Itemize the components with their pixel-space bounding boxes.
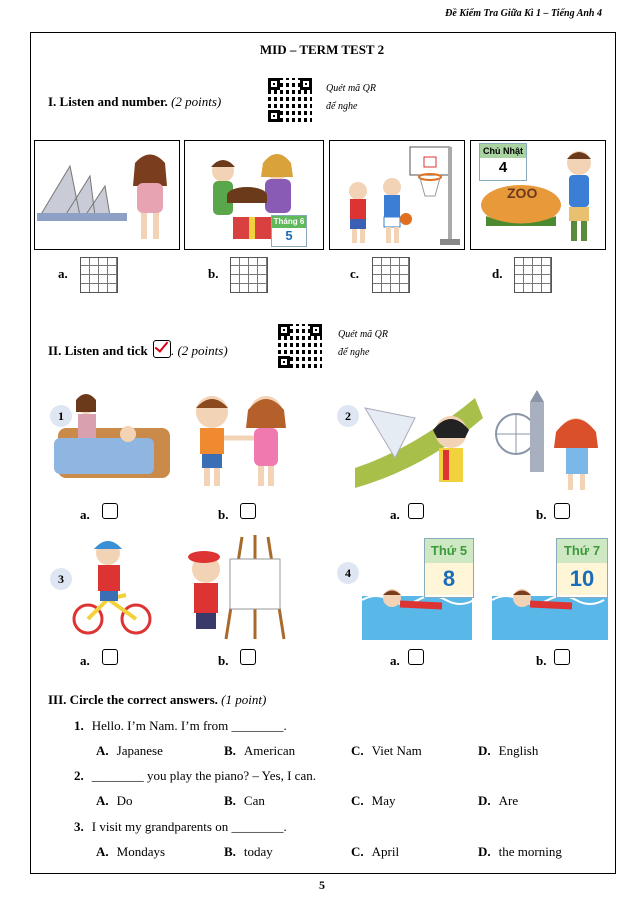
q3-label-b: b. bbox=[218, 653, 229, 668]
q3-1-option-c[interactable]: C. Viet Nam bbox=[351, 743, 422, 758]
answer-grid-c[interactable] bbox=[372, 257, 410, 293]
q4-label-b: b. bbox=[536, 653, 547, 668]
checkmark-icon bbox=[153, 340, 171, 358]
label-a: a. bbox=[58, 266, 68, 281]
q3-2-text: 2. ________ you play the piano? – Yes, I can. bbox=[74, 768, 316, 783]
q3-3-text: 3. I visit my grandparents on ________. bbox=[74, 819, 287, 834]
q4-checkbox-a[interactable] bbox=[408, 649, 424, 665]
q2-label-b: b. bbox=[536, 507, 547, 522]
q3-1-option-d[interactable]: D. English bbox=[478, 743, 539, 758]
q3-2-option-d[interactable]: D. Are bbox=[478, 793, 519, 808]
picture-london-girl bbox=[492, 388, 610, 494]
calendar-june-5: Tháng 6 5 bbox=[271, 215, 307, 247]
q2-checkbox-a[interactable] bbox=[408, 503, 424, 519]
picture-b-birthday bbox=[184, 140, 324, 250]
q4-label-a: a. bbox=[390, 653, 400, 668]
picture-c-basketball bbox=[329, 140, 465, 250]
qr-note-2: Quét mã QR để nghe bbox=[338, 329, 388, 358]
label-d: d. bbox=[492, 266, 503, 281]
q1-checkbox-b[interactable] bbox=[240, 503, 256, 519]
q3-1-text: 1. Hello. I’m Nam. I’m from ________. bbox=[74, 718, 287, 733]
q2-label-a: a. bbox=[390, 507, 400, 522]
calendar-sunday-4: Chủ Nhật 4 bbox=[479, 143, 527, 181]
picture-d-zoo bbox=[470, 140, 606, 250]
q1-label-b: b. bbox=[218, 507, 229, 522]
calendar-thursday-8: Thứ 5 8 bbox=[424, 538, 474, 598]
q3-3-option-c[interactable]: C. April bbox=[351, 844, 400, 859]
q3-2-option-c[interactable]: C. May bbox=[351, 793, 396, 808]
section2-heading: II. Listen and tick . (2 points) bbox=[48, 340, 228, 359]
picture-sick-in-bed bbox=[48, 388, 174, 494]
qr-code-1 bbox=[268, 78, 312, 122]
answer-grid-b[interactable] bbox=[230, 257, 268, 293]
q1-checkbox-a[interactable] bbox=[102, 503, 118, 519]
test-title: MID – TERM TEST 2 bbox=[259, 42, 385, 57]
label-b: b. bbox=[208, 266, 219, 281]
picture-a-sydney-girl bbox=[34, 140, 180, 250]
picture-riding-bike bbox=[72, 535, 152, 641]
q3-1-option-a[interactable]: A. Japanese bbox=[96, 743, 163, 758]
picture-shaking-hands bbox=[182, 388, 302, 494]
section1-heading: I. Listen and number. (2 points) bbox=[48, 94, 222, 109]
page-number: 5 bbox=[319, 878, 325, 892]
q3-2-option-b[interactable]: B. Can bbox=[224, 793, 265, 808]
question-number-4: 4 bbox=[337, 562, 359, 584]
answer-grid-a[interactable] bbox=[80, 257, 118, 293]
calendar-saturday-10: Thứ 7 10 bbox=[556, 538, 608, 598]
page-header: Đề Kiểm Tra Giữa Kì 1 – Tiếng Anh 4 bbox=[445, 8, 602, 19]
q3-3-option-d[interactable]: D. the morning bbox=[478, 844, 562, 859]
answer-grid-d[interactable] bbox=[514, 257, 552, 293]
zoo-sign: ZOO bbox=[507, 185, 538, 201]
qr-code-2 bbox=[278, 324, 322, 368]
section3-heading: III. Circle the correct answers. (1 point) bbox=[48, 692, 267, 707]
label-c: c. bbox=[350, 266, 360, 281]
question-number-2: 2 bbox=[337, 405, 359, 427]
picture-opera-house-girl bbox=[355, 388, 483, 494]
q3-1-option-b[interactable]: B. American bbox=[224, 743, 296, 758]
qr-note-1: Quét mã QR để nghe bbox=[326, 83, 376, 112]
q2-checkbox-b[interactable] bbox=[554, 503, 570, 519]
q3-3-option-b[interactable]: B. today bbox=[224, 844, 273, 859]
q3-checkbox-b[interactable] bbox=[240, 649, 256, 665]
q1-label-a: a. bbox=[80, 507, 90, 522]
q3-label-a: a. bbox=[80, 653, 90, 668]
question-number-1: 1 bbox=[50, 405, 72, 427]
picture-painting bbox=[182, 535, 292, 641]
q3-3-option-a[interactable]: A. Mondays bbox=[96, 844, 166, 859]
q3-checkbox-a[interactable] bbox=[102, 649, 118, 665]
question-number-3: 3 bbox=[50, 568, 72, 590]
q3-2-option-a[interactable]: A. Do bbox=[96, 793, 133, 808]
q4-checkbox-b[interactable] bbox=[554, 649, 570, 665]
